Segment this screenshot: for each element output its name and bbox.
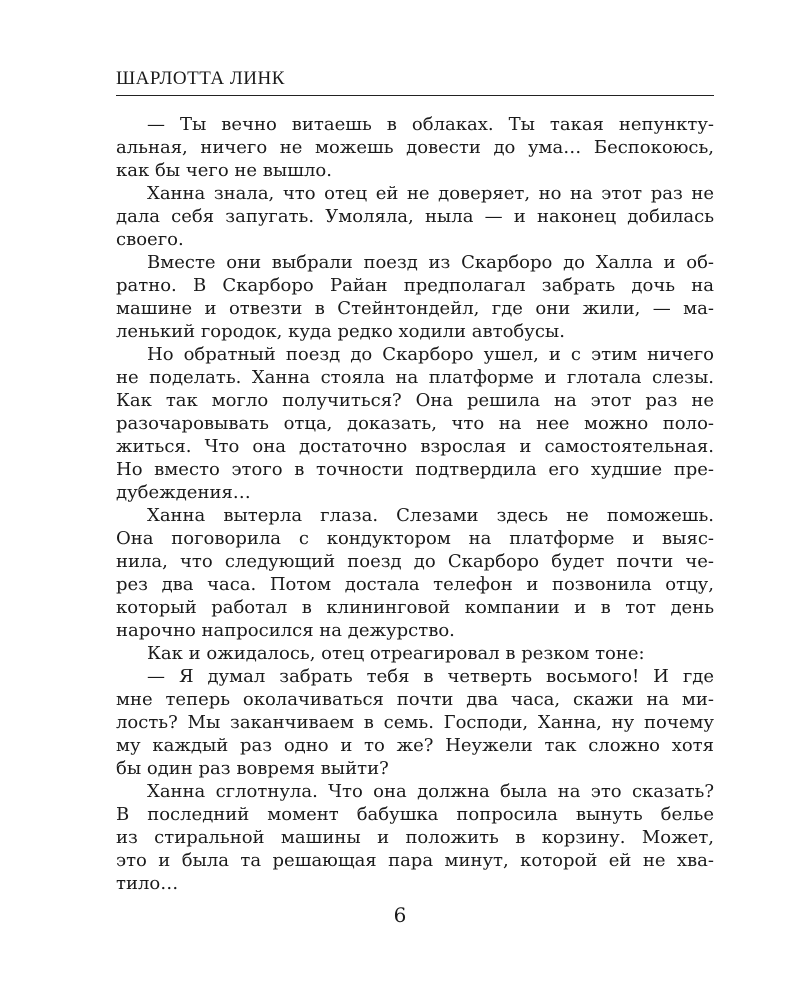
text-line: это и была та решающая пара минут, которой ей не хва- bbox=[116, 850, 714, 871]
text-line: мне теперь околачиваться почти два часа, скажи на ми- bbox=[116, 689, 714, 710]
text-line: разочаровывать отца, доказать, что на нее можно поло- bbox=[116, 413, 714, 434]
text-line: житься. Что она достаточно взрослая и самостоятельная. bbox=[116, 436, 714, 457]
header-author-name: ШАРЛОТТА ЛИНК bbox=[116, 68, 285, 89]
text-line: Как и ожидалось, отец отреагировал в резком тоне: bbox=[147, 643, 645, 664]
text-line: бы один раз вовремя выйти? bbox=[116, 758, 389, 779]
text-line: не поделать. Ханна стояла на платформе и глотала слезы. bbox=[116, 367, 714, 388]
text-line: Ханна сглотнула. Что она должна была на это сказать? bbox=[147, 781, 714, 802]
page-number: 6 bbox=[393, 903, 407, 927]
text-line: Ханна вытерла глаза. Слезами здесь не поможешь. bbox=[147, 505, 714, 526]
text-line: лость? Мы заканчиваем в семь. Господи, Ханна, ну почему bbox=[116, 712, 714, 733]
text-line: Ханна знала, что отец ей не доверяет, но на этот раз не bbox=[147, 183, 714, 204]
text-line: дубеждения… bbox=[116, 482, 251, 503]
text-line: который работал в клининговой компании и в тот день bbox=[116, 597, 714, 618]
text-line: Но вместо этого в точности подтвердила его худшие пре- bbox=[116, 459, 714, 480]
text-line: ленький городок, куда редко ходили автобусы. bbox=[116, 321, 565, 342]
text-line: как бы чего не вышло. bbox=[116, 160, 332, 181]
text-line: альная, ничего не можешь довести до ума… Беспокоюсь, bbox=[116, 137, 714, 158]
text-line: из стиральной машины и положить в корзину. Может, bbox=[116, 827, 714, 848]
text-line: Но обратный поезд до Скарборо ушел, и с этим ничего bbox=[147, 344, 714, 365]
text-line: машине и отвезти в Стейнтондейл, где они жили, — ма- bbox=[116, 298, 714, 319]
text-line: ратно. В Скарборо Райан предполагал забрать дочь на bbox=[116, 275, 714, 296]
text-line: В последний момент бабушка попросила вынуть белье bbox=[116, 804, 714, 825]
text-line: дала себя запугать. Умоляла, ныла — и наконец добилась bbox=[116, 206, 714, 227]
text-line: му каждый раз одно и то же? Неужели так сложно хотя bbox=[116, 735, 714, 756]
text-line: Как так могло получиться? Она решила на этот раз не bbox=[116, 390, 714, 411]
text-line: — Ты вечно витаешь в облаках. Ты такая непункту- bbox=[147, 114, 714, 135]
running-header bbox=[116, 68, 714, 96]
text-line: рез два часа. Потом достала телефон и позвонила отцу, bbox=[116, 574, 714, 595]
text-line: Она поговорила с кондуктором на платформе и выяс- bbox=[116, 528, 714, 549]
body-text bbox=[116, 113, 714, 895]
text-line: Вместе они выбрали поезд из Скарборо до Халла и об- bbox=[147, 252, 714, 273]
text-line: нарочно напросился на дежурство. bbox=[116, 620, 455, 641]
text-line: своего. bbox=[116, 229, 184, 250]
text-line: — Я думал забрать тебя в четверть восьмого! И где bbox=[147, 666, 714, 687]
text-line: нила, что следующий поезд до Скарборо будет почти че- bbox=[116, 551, 714, 572]
text-line: тило… bbox=[116, 873, 179, 894]
